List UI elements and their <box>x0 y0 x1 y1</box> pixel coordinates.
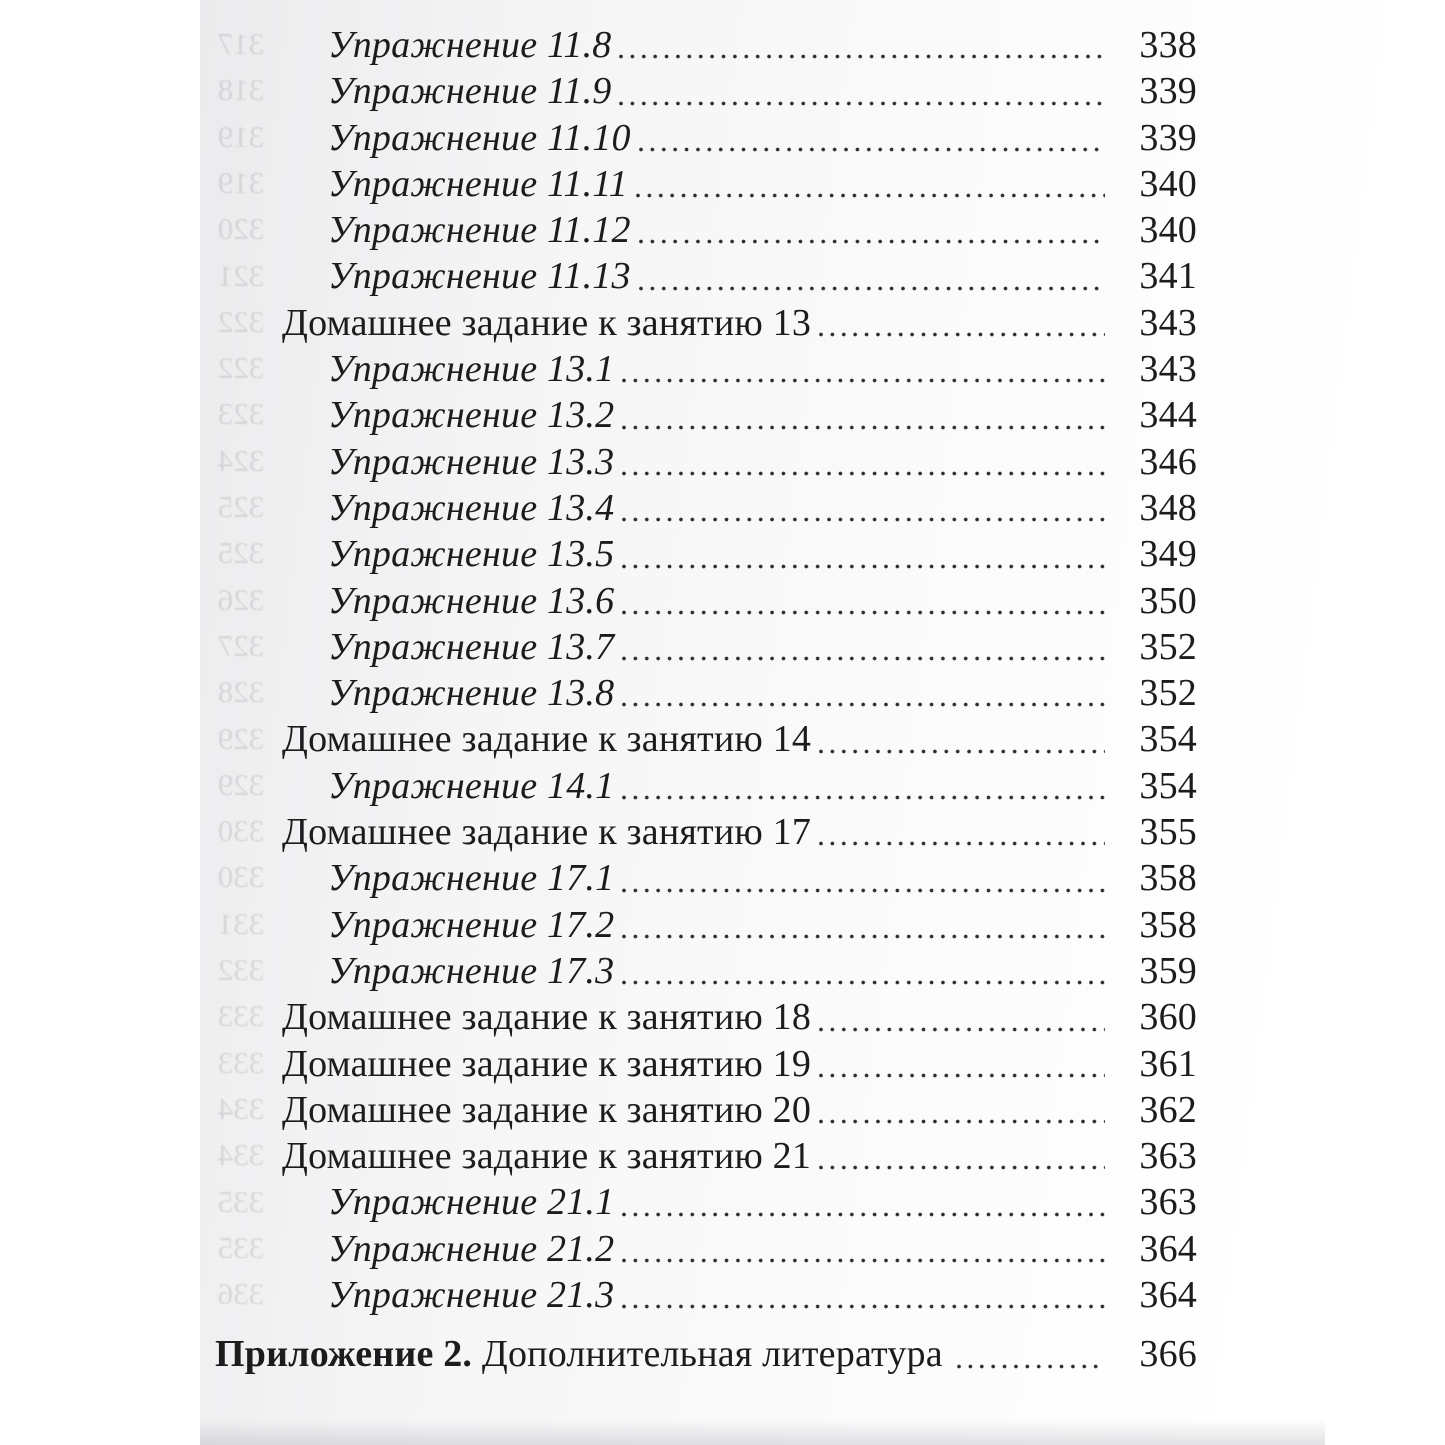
toc-entry-label-rest: Дополнительная литература <box>472 1333 943 1376</box>
toc-entry-page-number: 359 <box>1139 949 1197 992</box>
toc-entry <box>215 115 1197 161</box>
toc-entry-page-number: 355 <box>1139 811 1197 854</box>
toc-entry-page-number: 362 <box>1139 1088 1197 1131</box>
dot-leader <box>622 471 1105 476</box>
toc-entry-label: Домашнее задание к занятию 21 <box>282 1135 812 1178</box>
dot-leader <box>636 193 1105 198</box>
toc-entry <box>215 763 1197 809</box>
toc-entry <box>215 1041 1197 1087</box>
toc-entry-label: Упражнение 11.10 <box>328 116 631 159</box>
bleedthrough-page-number: 328 <box>217 674 265 710</box>
bleedthrough-page-number: 335 <box>217 1183 265 1219</box>
dot-leader <box>819 332 1105 337</box>
bleedthrough-page-number: 335 <box>217 1229 265 1265</box>
dot-leader <box>622 378 1105 383</box>
toc-entry-label: Упражнение 21.1 <box>328 1181 615 1224</box>
toc-entry-label: Упражнение 13.4 <box>328 486 615 529</box>
toc-entry-page-number: 341 <box>1139 255 1197 298</box>
book-page <box>200 0 1445 1445</box>
toc-entry-label: Упражнение 11.12 <box>328 209 631 252</box>
toc-entry-label: Домашнее задание к занятию 17 <box>282 811 812 854</box>
toc-entry-page-number: 348 <box>1139 486 1197 529</box>
bleedthrough-page-number: 325 <box>217 489 265 524</box>
toc-entry-label: Упражнение 13.8 <box>328 672 615 715</box>
bleedthrough-page-number: 327 <box>217 627 265 663</box>
toc-entry <box>215 207 1197 253</box>
toc-entry-label: Упражнение 11.13 <box>328 255 631 298</box>
toc-entry <box>215 300 1197 346</box>
toc-entry <box>215 855 1197 901</box>
toc-entry-page-number: 344 <box>1139 394 1197 437</box>
bleedthrough-page-number: 333 <box>217 1044 265 1080</box>
bleedthrough-page-number: 320 <box>217 211 265 247</box>
dot-leader <box>622 564 1105 569</box>
toc-entry <box>215 716 1197 762</box>
dot-leader <box>622 1258 1105 1263</box>
dot-leader <box>622 1212 1105 1217</box>
bleedthrough-page-number: 334 <box>217 1090 265 1126</box>
bleedthrough-page-number: 319 <box>217 164 265 200</box>
toc-entry-page-number: 363 <box>1139 1181 1197 1224</box>
toc-entry-page-number: 350 <box>1139 579 1197 622</box>
toc-entry <box>215 1087 1197 1133</box>
bleedthrough-page-number: 322 <box>217 303 265 339</box>
toc-entry <box>215 994 1197 1040</box>
toc-entry <box>215 1133 1197 1179</box>
bleedthrough-page-number: 329 <box>217 766 265 802</box>
toc-entry-page-number: 339 <box>1139 70 1197 113</box>
toc-entry <box>215 439 1197 485</box>
toc-entry-label: Домашнее задание к занятию 18 <box>282 996 812 1039</box>
toc-entry-label <box>215 1331 943 1377</box>
toc-entry-label: Упражнение 11.9 <box>328 70 612 113</box>
toc-entry <box>215 22 1197 68</box>
toc-entry-page-number: 338 <box>1139 24 1197 66</box>
toc-entry-label: Упражнение 14.1 <box>328 764 615 807</box>
dot-leader <box>619 54 1105 59</box>
dot-leader <box>622 980 1105 985</box>
toc-entry-page-number: 354 <box>1139 764 1197 807</box>
toc-entry-label: Упражнение 13.5 <box>328 533 615 576</box>
toc-entry <box>215 1226 1197 1272</box>
dot-leader <box>622 425 1105 430</box>
toc-entry-page-number: 366 <box>1139 1333 1197 1376</box>
bleedthrough-page-number: 332 <box>217 952 265 987</box>
toc-entry-label: Упражнение 17.1 <box>328 857 615 900</box>
bleedthrough-page-number: 336 <box>217 1276 265 1312</box>
dot-leader <box>819 1119 1105 1124</box>
toc-entry-page-number: 343 <box>1139 301 1197 344</box>
bleedthrough-page-number: 324 <box>217 442 265 478</box>
toc-entry-label: Упражнение 13.2 <box>328 394 615 437</box>
dot-leader <box>819 1027 1105 1032</box>
toc-entry-page-number: 339 <box>1139 116 1197 159</box>
bleedthrough-page-number: 334 <box>217 1137 265 1173</box>
dot-leader <box>622 888 1105 893</box>
bleedthrough-page-number: 329 <box>217 720 265 756</box>
toc-entry-page-number: 340 <box>1139 209 1197 252</box>
toc-entry <box>215 1272 1197 1318</box>
toc-entry-page-number: 358 <box>1139 903 1197 946</box>
toc-entry-label: Упражнение 17.3 <box>328 949 615 992</box>
toc-entry-label: Домашнее задание к занятию 19 <box>282 1042 812 1085</box>
toc-entry <box>215 1331 1197 1377</box>
dot-leader <box>957 1364 1105 1369</box>
dot-leader <box>622 795 1105 800</box>
toc-entry-page-number: 349 <box>1139 533 1197 576</box>
bleedthrough-page-number: 326 <box>217 581 265 617</box>
toc-entry <box>215 670 1197 716</box>
dot-leader <box>622 517 1105 522</box>
dot-leader <box>639 147 1105 152</box>
toc-entry <box>215 578 1197 624</box>
bleedthrough-page-number: 317 <box>217 26 265 61</box>
toc-entry-page-number: 346 <box>1139 440 1197 483</box>
toc-entry-page-number: 364 <box>1139 1227 1197 1270</box>
toc-entry-label: Упражнение 17.2 <box>328 903 615 946</box>
toc-entry <box>215 161 1197 207</box>
toc-entry <box>215 1179 1197 1225</box>
dot-leader <box>639 239 1105 244</box>
toc-entry-page-number: 358 <box>1139 857 1197 900</box>
toc-entry-label-bold: Приложение 2. <box>215 1333 473 1376</box>
toc-entry-page-number: 343 <box>1139 348 1197 391</box>
dot-leader <box>622 934 1105 939</box>
toc-entry <box>215 68 1197 114</box>
bleedthrough-page-number: 319 <box>217 118 265 154</box>
dot-leader <box>639 286 1105 291</box>
toc-entry-label: Домашнее задание к занятию 20 <box>282 1088 812 1131</box>
toc-entry-label: Упражнение 13.3 <box>328 440 615 483</box>
toc-entry <box>215 902 1197 948</box>
bleedthrough-page-number: 321 <box>217 257 265 293</box>
toc-entry-label: Упражнение 13.1 <box>328 348 615 391</box>
toc-entry-label: Упражнение 21.3 <box>328 1274 615 1317</box>
dot-leader <box>819 1073 1105 1078</box>
toc-entry <box>215 485 1197 531</box>
toc-entry-label: Домашнее задание к занятию 14 <box>282 718 812 761</box>
table-of-contents <box>215 22 1197 1378</box>
bleedthrough-page-number: 322 <box>217 350 265 386</box>
dot-leader <box>619 101 1105 106</box>
bleedthrough-page-number: 325 <box>217 535 265 571</box>
bleedthrough-page-number: 330 <box>217 813 265 849</box>
toc-entry <box>215 253 1197 299</box>
toc-entry-page-number: 354 <box>1139 718 1197 761</box>
bleedthrough-page-number: 331 <box>217 905 265 941</box>
dot-leader <box>819 841 1105 846</box>
toc-entry-page-number: 363 <box>1139 1135 1197 1178</box>
toc-entry-page-number: 352 <box>1139 625 1197 668</box>
toc-entry <box>215 948 1197 994</box>
bleedthrough-page-number: 333 <box>217 998 265 1034</box>
toc-entry-page-number: 352 <box>1139 672 1197 715</box>
toc-entry-label: Упражнение 13.7 <box>328 625 615 668</box>
toc-entry-label: Упражнение 11.11 <box>328 162 628 205</box>
toc-entry-label: Упражнение 21.2 <box>328 1227 615 1270</box>
toc-entry <box>215 531 1197 577</box>
toc-entry-label: Домашнее задание к занятию 13 <box>282 301 812 344</box>
toc-entry-page-number: 360 <box>1139 996 1197 1039</box>
bleedthrough-page-number: 318 <box>217 72 265 108</box>
dot-leader <box>819 749 1105 754</box>
toc-entry-label: Упражнение 13.6 <box>328 579 615 622</box>
toc-entry <box>215 346 1197 392</box>
dot-leader <box>622 610 1105 615</box>
toc-entry <box>215 624 1197 670</box>
dot-leader <box>622 702 1105 707</box>
dot-leader <box>622 656 1105 661</box>
dot-leader <box>622 1304 1105 1309</box>
toc-entry <box>215 809 1197 855</box>
toc-entry-page-number: 364 <box>1139 1274 1197 1317</box>
toc-entry-label: Упражнение 11.8 <box>328 24 612 66</box>
toc-entry-page-number: 361 <box>1139 1042 1197 1085</box>
bleedthrough-page-number: 330 <box>217 859 265 895</box>
dot-leader <box>819 1165 1105 1170</box>
toc-entry <box>215 392 1197 438</box>
toc-entry-page-number: 340 <box>1139 162 1197 205</box>
bleedthrough-page-number: 323 <box>217 396 265 432</box>
